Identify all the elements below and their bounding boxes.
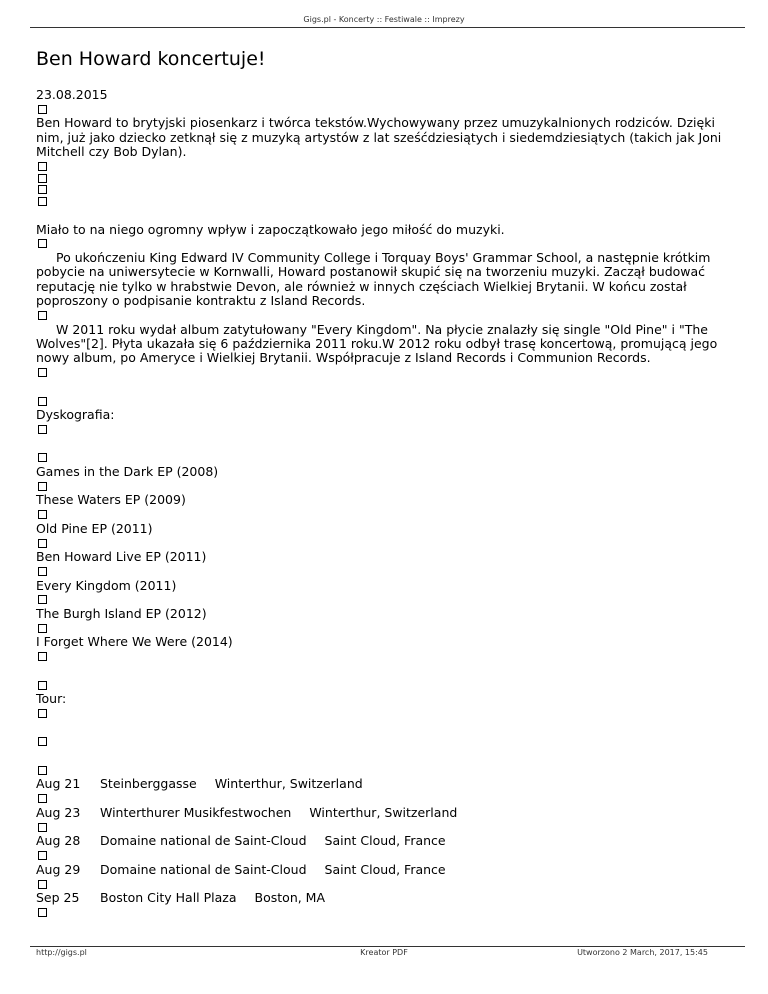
tour-date: Aug 29 <box>36 861 81 877</box>
missing-glyph-box <box>38 737 47 746</box>
footer-divider <box>30 946 745 947</box>
missing-glyph-box <box>38 197 47 206</box>
tour-location: Saint Cloud, France <box>324 833 446 849</box>
tour-label: Tour: <box>36 691 67 707</box>
missing-glyph-box <box>38 766 47 775</box>
missing-glyph-box <box>38 794 47 803</box>
discography-item: Old Pine EP (2011) <box>36 520 153 536</box>
intro-paragraph: Ben Howard to brytyjski piosenkarz i twórca tekstów.Wychowywany przez umuzykalnionych rodziców. Dzięki nim, już jako dziecko zetknął się z muzyką artystów z lat sześćdziesiątych i siedemdziesiątych (takich jak Joni Mitchell czy Bob Dylan). <box>36 115 722 160</box>
discography-item: I Forget Where We Were (2014) <box>36 634 233 650</box>
tour-location: Saint Cloud, France <box>324 861 446 877</box>
tour-venue: Boston City Hall Plaza <box>100 890 237 905</box>
missing-glyph-box <box>38 823 47 832</box>
missing-glyph-box <box>38 425 47 434</box>
article-date: 23.08.2015 <box>36 87 108 102</box>
missing-glyph-box <box>38 681 47 690</box>
missing-glyph-box <box>38 595 47 604</box>
footer-generator: Kreator PDF <box>360 948 408 957</box>
missing-glyph-box <box>38 162 47 171</box>
tour-venue: Winterthurer Musikfestwochen <box>100 804 292 820</box>
missing-glyph-box <box>38 482 47 491</box>
tour-location: Boston, MA <box>254 890 326 905</box>
discography-item: Ben Howard Live EP (2011) <box>36 549 207 565</box>
missing-glyph-box <box>38 105 47 114</box>
influence-paragraph: Miało to na niego ogromny wpływ i zapoczątkowało jego miłość do muzyki. <box>36 221 505 237</box>
footer-created: Utworzono 2 March, 2017, 15:45 <box>577 948 708 957</box>
tour-date: Aug 21 <box>36 776 81 792</box>
career-paragraph: Po ukończeniu King Edward IV Community College i Torquay Boys' Grammar School, a następnie krótkim pobycie na uniwersytecie w Kornwalli, Howard postanowił skupić się na tworzeniu muzyki. Zaczął budować reputację nie tylko w hrabstwie Devon, ale również w innych częściach Wielkiej Brytanii. W końcu został poproszony o podpisanie kontraktu z Island Records. <box>36 249 711 309</box>
discography-label: Dyskografia: <box>36 407 115 423</box>
header-divider <box>30 27 745 28</box>
missing-glyph-box <box>38 624 47 633</box>
tour-location: Winterthur, Switzerland <box>214 776 363 792</box>
missing-glyph-box <box>38 652 47 661</box>
discography-item: Every Kingdom (2011) <box>36 577 177 593</box>
tour-venue: Domaine national de Saint-Cloud <box>100 861 307 877</box>
missing-glyph-box <box>38 880 47 889</box>
missing-glyph-box <box>38 851 47 860</box>
tour-venue: Domaine national de Saint-Cloud <box>100 833 307 849</box>
tour-row <box>36 806 736 820</box>
missing-glyph-box <box>38 311 47 320</box>
tour-row <box>36 834 736 848</box>
article-title: Ben Howard koncertuje! <box>36 47 266 70</box>
album-paragraph: W 2011 roku wydał album zatytułowany "Every Kingdom". Na płycie znalazły się single "Old Pine" i "The Wolves"[2]. Płyta ukazała się 6 października 2011 roku.W 2012 roku odbył trasę koncertową, promującą jego nowy album, po Ameryce i Wielkiej Brytanii. Współpracuje z Island Records i Communion Records. <box>36 321 718 366</box>
missing-glyph-box <box>38 709 47 718</box>
discography-item: Games in the Dark EP (2008) <box>36 463 219 479</box>
missing-glyph-box <box>38 397 47 406</box>
missing-glyph-box <box>38 239 47 248</box>
missing-glyph-box <box>38 368 47 377</box>
discography-item: The Burgh Island EP (2012) <box>36 605 207 621</box>
tour-row <box>36 863 736 877</box>
missing-glyph-box <box>38 567 47 576</box>
footer-url[interactable]: http://gigs.pl <box>36 948 87 957</box>
tour-date: Aug 23 <box>36 804 81 820</box>
missing-glyph-box <box>38 510 47 519</box>
tour-date: Aug 28 <box>36 833 81 849</box>
tour-venue: Steinberggasse <box>100 776 197 792</box>
article-body <box>36 88 736 919</box>
missing-glyph-box <box>38 908 47 917</box>
missing-glyph-box <box>38 174 47 183</box>
missing-glyph-box <box>38 453 47 462</box>
page-header: Gigs.pl - Koncerty :: Festiwale :: Imprezy <box>303 15 465 24</box>
tour-row <box>36 891 736 905</box>
tour-location: Winterthur, Switzerland <box>309 804 458 820</box>
tour-date: Sep 25 <box>36 890 80 905</box>
discography-item: These Waters EP (2009) <box>36 492 186 508</box>
missing-glyph-box <box>38 185 47 194</box>
missing-glyph-box <box>38 539 47 548</box>
tour-row <box>36 777 736 791</box>
